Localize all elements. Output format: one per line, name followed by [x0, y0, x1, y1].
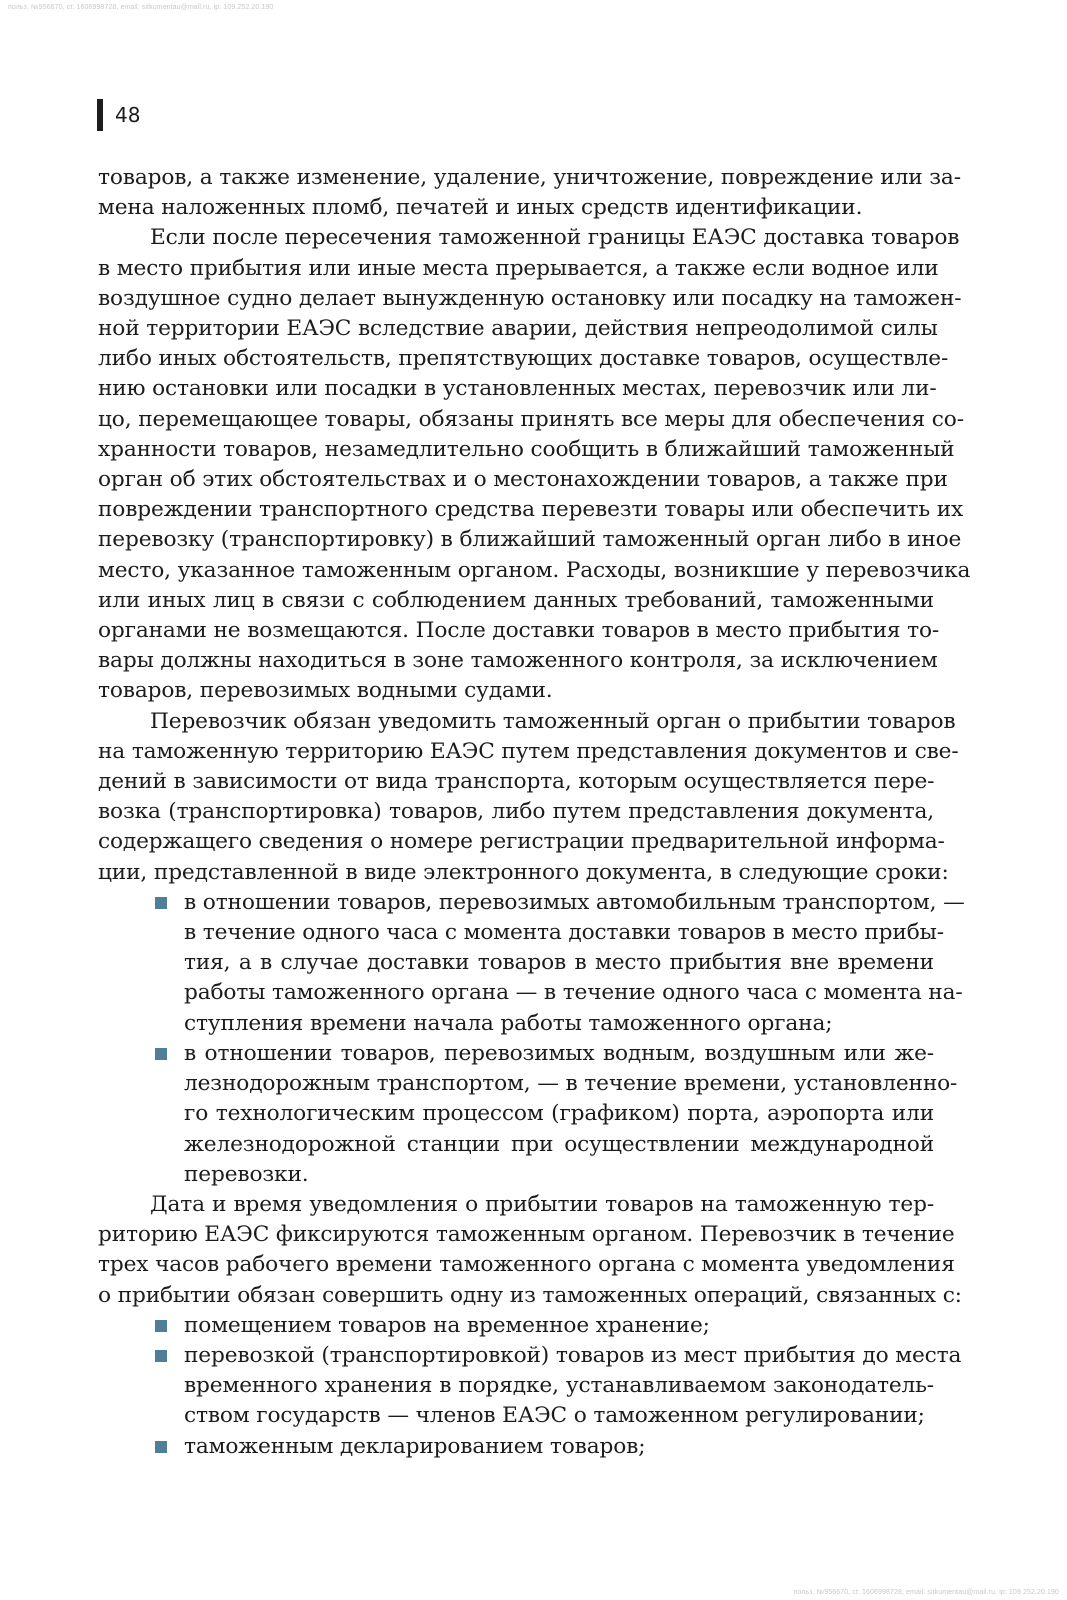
watermark-bottom: польз. №956670, ct: 1606998728, email: sitkumentau@mail.ru, ip: 109.252.20.190: [793, 1589, 1059, 1596]
bullet-list-deadlines: [98, 888, 965, 1190]
text-line: дений в зависимости от вида транспорта, которым осуществляется пере-: [98, 769, 935, 795]
text-line: ством государств — членов ЕАЭС о таможенном регулировании;: [184, 1403, 925, 1429]
list-item-text: помещением товаров на временное хранение;: [184, 1312, 710, 1338]
text-line: лезнодорожным транспортом, — в течение времени, установленно-: [184, 1071, 958, 1097]
list-item: [98, 1039, 958, 1190]
text-line: товаров, а также изменение, удаление, уничтожение, повреждение или за-: [98, 165, 961, 190]
text-line: цо, перемещающее товары, обязаны принять все меры для обеспечения со-: [98, 406, 964, 432]
square-bullet-icon: [155, 1441, 167, 1453]
text-line: место, указанное таможенным органом. Расходы, возникшие у перевозчика: [98, 557, 971, 583]
square-bullet-icon: [155, 1350, 167, 1362]
text-line: вары должны находиться в зоне таможенного контроля, за исключением: [98, 648, 938, 674]
text-line: Дата и время уведомления о прибытии товаров на таможенную тер-: [150, 1191, 934, 1217]
list-item: [98, 1432, 934, 1462]
text-line: или иных лиц в связи с соблюдением данных требований, таможенными: [98, 587, 934, 613]
text-line: мена наложенных пломб, печатей и иных средств идентификации.: [98, 195, 863, 221]
text-line: хранности товаров, незамедлительно сообщить в ближайший таможенный: [98, 436, 955, 462]
text-line: [184, 1432, 934, 1462]
text-line: временного хранения в порядке, устанавливаемом законодатель-: [184, 1373, 934, 1399]
page-number: 48: [115, 103, 141, 127]
square-bullet-icon: [155, 1320, 167, 1332]
text-line: нию остановки или посадки в установленных местах, перевозчик или ли-: [98, 376, 937, 402]
text-line: Перевозчик обязан уведомить таможенный орган о прибытии товаров: [150, 708, 956, 734]
text-line: Если после пересечения таможенной границы ЕАЭС доставка товаров: [150, 225, 960, 251]
watermark-top: польз. №956670, ct: 1606998728, email: sitkumentau@mail.ru, ip: 109.252.20.190: [8, 4, 274, 11]
text-line: [184, 1311, 934, 1341]
list-item: [98, 1311, 934, 1341]
page-header: [97, 98, 140, 132]
list-item: [98, 1341, 962, 1432]
text-line: ции, представленной в виде электронного документа, в следующие сроки:: [98, 859, 949, 885]
list-item-text: в отношении товаров, перевозимых водным, воздушным или же-: [184, 1040, 934, 1066]
text-line: ступления времени начала работы таможенного органа;: [184, 1010, 833, 1036]
text-line: работы таможенного органа — в течение одного часа с момента на-: [184, 980, 963, 1006]
text-line: на таможенную территорию ЕАЭС путем представления документов и све-: [98, 738, 959, 764]
paragraph-delivery-interruption: [98, 223, 971, 706]
page-marker-bar: [97, 99, 103, 131]
text-line: органами не возмещаются. После доставки товаров в место прибытия то-: [98, 618, 940, 644]
text-line: ной территории ЕАЭС вследствие аварии, действия непреодолимой силы: [98, 316, 938, 342]
paragraph-continuation: [98, 163, 961, 223]
paragraph-notification: [98, 707, 959, 888]
text-line: перевозку (транспортировку) в ближайший таможенный орган либо в иное: [98, 527, 962, 553]
text-line: либо иных обстоятельств, препятствующих доставке товаров, осуществле-: [98, 346, 949, 372]
text-line: воздушное судно делает вынужденную остановку или посадку на таможен-: [98, 285, 962, 311]
text-line: [184, 1039, 934, 1069]
text-line: в течение одного часа с момента доставки товаров в место прибы-: [184, 920, 944, 946]
text-line: го технологическим процессом (графиком) порта, аэропорта или: [184, 1101, 934, 1127]
text-line: перевозки.: [184, 1161, 309, 1187]
text-line: риторию ЕАЭС фиксируются таможенным органом. Перевозчик в течение: [98, 1222, 955, 1248]
paragraph-arrival-time: [98, 1190, 962, 1311]
list-item-text: перевозкой (транспортировкой) товаров из мест прибытия до места: [184, 1342, 962, 1368]
text-line: орган об этих обстоятельствах и о местонахождении товаров, а также при: [98, 467, 948, 493]
text-line: [184, 1341, 962, 1371]
text-line: тия, а в случае доставки товаров в место прибытия вне времени: [184, 950, 934, 976]
text-line: [184, 888, 965, 918]
text-line: товаров, перевозимых водными судами.: [98, 678, 553, 704]
list-item: [98, 888, 965, 1039]
list-item-text: таможенным декларированием товаров;: [184, 1433, 646, 1459]
square-bullet-icon: [155, 897, 167, 909]
page-body: [98, 163, 971, 1462]
text-line: о прибытии обязан совершить одну из таможенных операций, связанных с:: [98, 1282, 962, 1308]
bullet-list-operations: [98, 1311, 962, 1462]
text-line: в место прибытия или иные места прерывается, а также если водное или: [98, 255, 939, 281]
text-line: повреждении транспортного средства перевезти товары или обеспечить их: [98, 497, 964, 523]
text-line: трех часов рабочего времени таможенного органа с момента уведомления: [98, 1252, 955, 1278]
text-line: содержащего сведения о номере регистрации предварительной информа-: [98, 829, 945, 855]
square-bullet-icon: [155, 1048, 167, 1060]
text-line: железнодорожной станции при осуществлении международной: [184, 1131, 934, 1157]
text-line: возка (транспортировка) товаров, либо путем представления документа,: [98, 799, 934, 825]
list-item-text: в отношении товаров, перевозимых автомобильным транспортом, —: [184, 889, 965, 915]
